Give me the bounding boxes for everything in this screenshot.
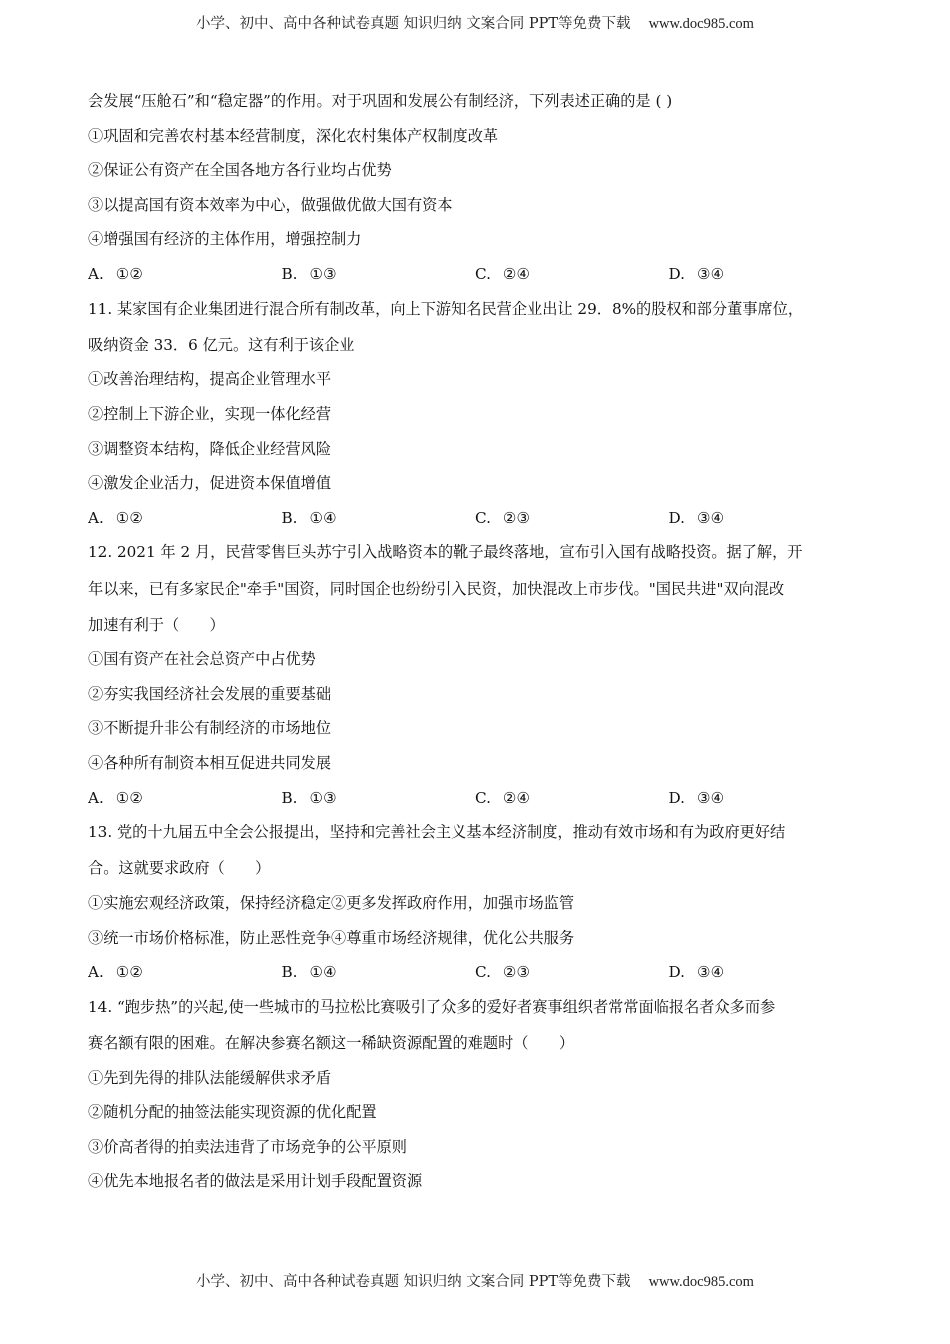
- option-d[interactable]: D. ③④: [668, 264, 725, 283]
- header-site-link[interactable]: www.doc985.com: [648, 16, 754, 32]
- statement-item: ③以提高国有资本效率为中心，做强做优做大国有资本: [88, 195, 453, 214]
- footer-text: 小学、初中、高中各种试卷真题 知识归纳 文案合同 PPT等免费下载: [196, 1274, 631, 1290]
- option-a[interactable]: A. ①②: [88, 963, 144, 982]
- question-10: [88, 89, 868, 297]
- question-11: [88, 297, 868, 541]
- option-a[interactable]: A. ①②: [88, 264, 144, 283]
- statement-item: ④增强国有经济的主体作用，增强控制力: [88, 230, 362, 249]
- exam-content: [88, 89, 868, 1204]
- option-c[interactable]: C. ②③: [475, 963, 531, 982]
- statement-item: ④各种所有制资本相互促进共同发展: [88, 754, 331, 773]
- header-text: 小学、初中、高中各种试卷真题 知识归纳 文案合同 PPT等免费下载: [196, 16, 631, 32]
- footer-site-link[interactable]: www.doc985.com: [648, 1274, 754, 1290]
- option-b[interactable]: B. ①④: [281, 508, 337, 527]
- option-d[interactable]: D. ③④: [668, 788, 725, 807]
- statement-item: ①先到先得的排队法能缓解供求矛盾: [88, 1068, 331, 1087]
- question-stem: 14. “跑步热”的兴起,使一些城市的马拉松比赛吸引了众多的爱好者赛事组织者常常面临报名者众多而参: [88, 997, 776, 1016]
- statement-item: ②控制上下游企业，实现一体化经营: [88, 404, 331, 423]
- page-header: [0, 12, 950, 33]
- statement-item: ②保证公有资产在全国各地方各行业均占优势: [88, 161, 392, 180]
- question-stem: 合。这就要求政府（ ）: [88, 859, 271, 878]
- question-12: [88, 540, 868, 820]
- option-c[interactable]: C. ②③: [475, 508, 531, 527]
- question-stem: 年以来，已有多家民企"牵手"国资，同时国企也纷纷引入民资，加快混改上市步伐。"国民共进"双向混改: [88, 579, 785, 598]
- statement-item: ③价高者得的拍卖法违背了市场竞争的公平原则: [88, 1137, 407, 1156]
- answer-options: [88, 960, 868, 995]
- question-13: [88, 820, 868, 995]
- statement-item: ①实施宏观经济政策，保持经济稳定②更多发挥政府作用，加强市场监管: [88, 894, 574, 913]
- statement-item: ③统一市场价格标准，防止恶性竞争④尊重市场经济规律，优化公共服务: [88, 928, 574, 947]
- option-a[interactable]: A. ①②: [88, 788, 144, 807]
- statement-item: ②随机分配的抽签法能实现资源的优化配置: [88, 1103, 377, 1122]
- option-d[interactable]: D. ③④: [668, 508, 725, 527]
- statement-item: ③不断提升非公有制经济的市场地位: [88, 719, 331, 738]
- question-stem: 13. 党的十九届五中全会公报提出，坚持和完善社会主义基本经济制度，推动有效市场和有为政府更好结: [88, 823, 786, 842]
- question-14: [88, 995, 868, 1204]
- question-stem: 11. 某家国有企业集团进行混合所有制改革，向上下游知名民营企业出让 29．8%的股权和部分董事席位，: [88, 299, 804, 318]
- statement-item: ②夯实我国经济社会发展的重要基础: [88, 684, 331, 703]
- answer-options: [88, 786, 868, 821]
- statement-item: ④优先本地报名者的做法是采用计划手段配置资源: [88, 1172, 423, 1191]
- statement-item: ①国有资产在社会总资产中占优势: [88, 650, 316, 669]
- option-b[interactable]: B. ①④: [281, 963, 337, 982]
- option-b[interactable]: B. ①③: [281, 264, 337, 283]
- option-c[interactable]: C. ②④: [475, 264, 531, 283]
- statement-item: ①巩固和完善农村基本经营制度，深化农村集体产权制度改革: [88, 126, 499, 145]
- question-stem: 加速有利于（ ）: [88, 615, 225, 634]
- answer-options: [88, 262, 868, 297]
- option-c[interactable]: C. ②④: [475, 788, 531, 807]
- statement-item: ④激发企业活力，促进资本保值增值: [88, 474, 331, 493]
- option-d[interactable]: D. ③④: [668, 963, 725, 982]
- option-b[interactable]: B. ①③: [281, 788, 337, 807]
- statement-item: ①改善治理结构，提高企业管理水平: [88, 370, 331, 389]
- statement-item: ③调整资本结构，降低企业经营风险: [88, 439, 331, 458]
- option-a[interactable]: A. ①②: [88, 508, 144, 527]
- question-stem: 12. 2021 年 2 月，民营零售巨头苏宁引入战略资本的靴子最终落地，宣布引入国有战略投资。据了解，开: [88, 543, 803, 562]
- page-footer: [0, 1270, 950, 1291]
- answer-options: [88, 506, 868, 541]
- question-stem: 赛名额有限的困难。在解决参赛名额这一稀缺资源配置的难题时（ ）: [88, 1034, 574, 1052]
- question-stem: 吸纳资金 33．6 亿元。这有利于该企业: [88, 335, 355, 354]
- question-stem: 会发展“压舱石”和“稳定器”的作用。对于巩固和发展公有制经济，下列表述正确的是 ( ): [88, 92, 673, 110]
